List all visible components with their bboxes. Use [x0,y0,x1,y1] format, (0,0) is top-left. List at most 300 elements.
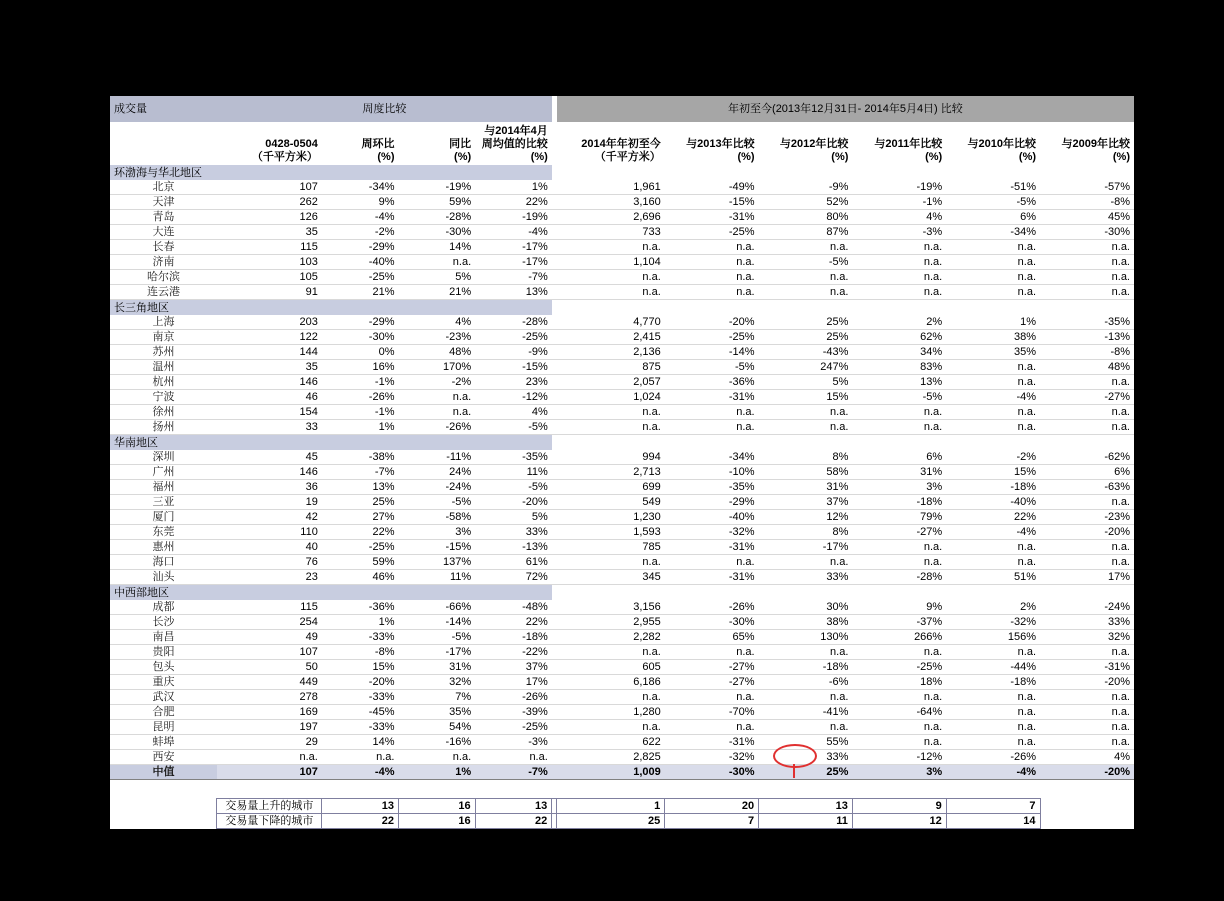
cell-ytd: n.a. [557,240,665,255]
cell-y2013: -70% [665,705,759,720]
cell-yoy: -19% [398,180,475,195]
city-name: 汕头 [110,570,217,585]
cell-y2011: 2% [852,315,946,330]
header-apr-compare [475,122,552,165]
cell-yoy: 4% [398,315,475,330]
header-2009-unit: (%) [1112,151,1130,163]
cell-y2010: n.a. [946,270,1040,285]
cell-y2010: n.a. [946,375,1040,390]
cell-apr: 17% [475,675,552,690]
cell-ytd: 3,160 [557,195,665,210]
city-name: 包头 [110,660,217,675]
header-2013 [665,122,759,165]
cell-yoy: 54% [398,720,475,735]
cell-wow: n.a. [322,750,399,765]
table-row [110,390,1134,405]
cell-wow: 59% [322,555,399,570]
header-column-row [110,122,1134,165]
header-2010-label: 与2010年比较 [967,138,1037,150]
cell-y2011: 62% [852,330,946,345]
cell-ytd: 2,415 [557,330,665,345]
cell-yoy: -23% [398,330,475,345]
cell-apr: 4% [475,405,552,420]
city-name: 福州 [110,480,217,495]
region-name: 中西部地区 [110,585,217,601]
cell-y2012: n.a. [759,690,853,705]
cell-y2013: n.a. [665,645,759,660]
table-row [110,630,1134,645]
cell-y2012: 37% [759,495,853,510]
cell-y2010: 22% [946,510,1040,525]
city-name: 武汉 [110,690,217,705]
cell-y2012: 5% [759,375,853,390]
cell-y2012: 80% [759,210,853,225]
cell-y2013: -27% [665,675,759,690]
table-row [110,465,1134,480]
cell-y2012: 130% [759,630,853,645]
summary-blank-right [1040,814,1134,829]
cell-week: 146 [217,465,322,480]
cell-wow: -8% [322,645,399,660]
cell-week: 146 [217,375,322,390]
cell-y2010: -4% [946,525,1040,540]
cell-ytd: 605 [557,660,665,675]
cell-yoy: -28% [398,210,475,225]
cell-yoy: 7% [398,690,475,705]
cell-y2011: 3% [852,480,946,495]
cell-y2013: -49% [665,180,759,195]
summary-down-label: 交易量下降的城市 [217,814,322,829]
cell-y2011: -64% [852,705,946,720]
table-row [110,240,1134,255]
cell-week: 126 [217,210,322,225]
cell-y2013: -36% [665,375,759,390]
cell-y2011: n.a. [852,555,946,570]
table-row [110,420,1134,435]
region-blank [217,300,552,316]
header-week-date [217,122,322,165]
cell-apr: 22% [475,615,552,630]
cell-week: 105 [217,270,322,285]
median-2012: 25% [759,765,853,780]
city-name: 东莞 [110,525,217,540]
city-name: 西安 [110,750,217,765]
cell-apr: -20% [475,495,552,510]
table-row [110,450,1134,465]
table-row [110,660,1134,675]
cell-apr: 5% [475,510,552,525]
cell-apr: 72% [475,570,552,585]
cell-wow: -29% [322,315,399,330]
cell-yoy: n.a. [398,390,475,405]
cell-y2012: 15% [759,390,853,405]
cell-y2010: 2% [946,600,1040,615]
cell-y2011: 13% [852,375,946,390]
header-group-row [110,96,1134,122]
table-row [110,330,1134,345]
cell-y2012: n.a. [759,555,853,570]
cell-wow: -2% [322,225,399,240]
cell-apr: -17% [475,255,552,270]
cell-week: 254 [217,615,322,630]
cell-y2011: -19% [852,180,946,195]
cell-ytd: n.a. [557,285,665,300]
cell-ytd: 994 [557,450,665,465]
cell-week: 35 [217,360,322,375]
cell-ytd: 1,024 [557,390,665,405]
cell-y2011: n.a. [852,240,946,255]
transaction-volume-table [110,96,1134,829]
cell-y2012: -18% [759,660,853,675]
table-row [110,720,1134,735]
cell-week: 35 [217,225,322,240]
cell-y2013: -31% [665,540,759,555]
summary-up-ytd: 1 [557,799,665,814]
cell-y2010: n.a. [946,255,1040,270]
cell-y2012: 33% [759,750,853,765]
cell-week: 115 [217,600,322,615]
city-name: 苏州 [110,345,217,360]
summary-up-week: 13 [322,799,399,814]
cell-apr: -48% [475,600,552,615]
cell-y2013: -27% [665,660,759,675]
table-row [110,180,1134,195]
city-name: 上海 [110,315,217,330]
summary-row-up [110,799,1134,814]
cell-week: 40 [217,540,322,555]
summary-blank-right [1040,799,1134,814]
cell-apr: -9% [475,345,552,360]
cell-y2012: n.a. [759,270,853,285]
cell-ytd: 2,713 [557,465,665,480]
cell-y2009: -35% [1040,315,1134,330]
cell-ytd: 622 [557,735,665,750]
cell-wow: -33% [322,720,399,735]
cell-wow: -34% [322,180,399,195]
city-name: 昆明 [110,720,217,735]
city-name: 温州 [110,360,217,375]
cell-y2013: n.a. [665,555,759,570]
city-name: 海口 [110,555,217,570]
cell-y2012: 55% [759,735,853,750]
table-row [110,750,1134,765]
city-name: 北京 [110,180,217,195]
median-yoy: 1% [398,765,475,780]
cell-ytd: 2,057 [557,375,665,390]
summary-blank-left [110,799,217,814]
cell-y2013: -31% [665,390,759,405]
cell-ytd: 2,282 [557,630,665,645]
cell-y2010: n.a. [946,405,1040,420]
region-blank [217,435,552,451]
cell-apr: -3% [475,735,552,750]
summary-down-yoy: 22 [475,814,552,829]
cell-y2010: n.a. [946,555,1040,570]
cell-y2010: 6% [946,210,1040,225]
city-name: 哈尔滨 [110,270,217,285]
cell-week: 76 [217,555,322,570]
cell-y2012: -41% [759,705,853,720]
cell-y2013: -31% [665,735,759,750]
cell-yoy: n.a. [398,750,475,765]
cell-week: 107 [217,180,322,195]
summary-down-2010: 14 [946,814,1040,829]
cell-y2011: 18% [852,675,946,690]
header-apr-line1: 与2014年4月 [484,125,548,137]
cell-ytd: 785 [557,540,665,555]
region-blank [217,165,552,180]
table-row [110,540,1134,555]
summary-up-yoy: 13 [475,799,552,814]
cell-y2009: n.a. [1040,405,1134,420]
table-row [110,360,1134,375]
cell-apr: -4% [475,225,552,240]
cell-y2010: n.a. [946,735,1040,750]
cell-y2012: -17% [759,540,853,555]
cell-y2013: -32% [665,525,759,540]
summary-up-label: 交易量上升的城市 [217,799,322,814]
cell-y2013: -10% [665,465,759,480]
cell-y2010: 51% [946,570,1040,585]
cell-yoy: -5% [398,495,475,510]
cell-y2009: n.a. [1040,240,1134,255]
cell-y2010: n.a. [946,285,1040,300]
table-row [110,315,1134,330]
header-apr-unit: (%) [530,151,548,163]
cell-apr: -19% [475,210,552,225]
header-2013-label: 与2013年比较 [686,138,755,150]
cell-y2009: -31% [1040,660,1134,675]
cell-y2011: -18% [852,495,946,510]
summary-blank-left [110,814,217,829]
cell-apr: 1% [475,180,552,195]
cell-y2012: 33% [759,570,853,585]
cell-wow: -45% [322,705,399,720]
cell-y2009: 17% [1040,570,1134,585]
city-name: 济南 [110,255,217,270]
cell-ytd: 1,961 [557,180,665,195]
city-name: 广州 [110,465,217,480]
cell-y2013: -5% [665,360,759,375]
cell-y2009: -20% [1040,675,1134,690]
cell-y2012: 25% [759,315,853,330]
cell-yoy: 31% [398,660,475,675]
table-row [110,615,1134,630]
cell-yoy: n.a. [398,255,475,270]
cell-week: 29 [217,735,322,750]
cell-y2012: n.a. [759,240,853,255]
cell-ytd: 2,136 [557,345,665,360]
cell-y2011: 4% [852,210,946,225]
cell-y2011: n.a. [852,540,946,555]
cell-y2009: -27% [1040,390,1134,405]
cell-yoy: 32% [398,675,475,690]
cell-y2009: -8% [1040,195,1134,210]
cell-y2009: n.a. [1040,270,1134,285]
cell-yoy: -11% [398,450,475,465]
cell-apr: 33% [475,525,552,540]
city-name: 深圳 [110,450,217,465]
region-blank [557,165,1134,180]
table-row [110,735,1134,750]
cell-y2011: -3% [852,225,946,240]
table-row [110,510,1134,525]
cell-y2013: n.a. [665,240,759,255]
cell-yoy: -16% [398,735,475,750]
cell-y2012: 25% [759,330,853,345]
summary-up-wow: 16 [398,799,475,814]
cell-ytd: 2,696 [557,210,665,225]
cell-apr: -13% [475,540,552,555]
cell-y2010: -18% [946,480,1040,495]
cell-y2013: n.a. [665,405,759,420]
cell-y2011: n.a. [852,255,946,270]
cell-y2012: 30% [759,600,853,615]
header-2010 [946,122,1040,165]
cell-y2013: -40% [665,510,759,525]
cell-y2009: n.a. [1040,720,1134,735]
header-yoy-unit: (%) [454,151,472,163]
cell-y2011: -1% [852,195,946,210]
cell-wow: 46% [322,570,399,585]
cell-wow: 9% [322,195,399,210]
header-wow-label: 周环比 [361,138,395,150]
cell-ytd: n.a. [557,420,665,435]
red-circle-tail [793,764,795,778]
cell-y2012: -5% [759,255,853,270]
cell-week: 122 [217,330,322,345]
table-row [110,480,1134,495]
summary-down-wow: 16 [398,814,475,829]
cell-y2009: -20% [1040,525,1134,540]
header-2013-unit: (%) [737,151,755,163]
cell-yoy: 170% [398,360,475,375]
header-week-date-label: 0428-0504 [265,138,318,150]
cell-y2010: n.a. [946,360,1040,375]
header-2009 [1040,122,1134,165]
cell-ytd: n.a. [557,720,665,735]
cell-apr: -26% [475,690,552,705]
cell-wow: 16% [322,360,399,375]
header-week-date-unit: （千平方米） [251,151,318,163]
cell-y2009: n.a. [1040,495,1134,510]
cell-ytd: 1,104 [557,255,665,270]
region-blank [217,585,552,601]
header-group-weekly: 周度比较 [217,96,552,122]
cell-y2012: -43% [759,345,853,360]
cell-apr: -15% [475,360,552,375]
city-name: 连云港 [110,285,217,300]
cell-y2012: 31% [759,480,853,495]
cell-y2010: 15% [946,465,1040,480]
cell-y2011: n.a. [852,735,946,750]
header-group-ytd: 年初至今(2013年12月31日- 2014年5月4日) 比较 [557,96,1134,122]
cell-y2011: 9% [852,600,946,615]
table-row [110,255,1134,270]
cell-y2010: 1% [946,315,1040,330]
cell-y2009: 32% [1040,630,1134,645]
header-2010-unit: (%) [1018,151,1037,163]
cell-yoy: 21% [398,285,475,300]
header-ytd-unit: （千平方米） [594,151,661,163]
cell-y2013: -31% [665,570,759,585]
cell-wow: -29% [322,240,399,255]
cell-y2013: -25% [665,225,759,240]
header-2012-unit: (%) [831,151,849,163]
cell-week: 110 [217,525,322,540]
table-row [110,285,1134,300]
city-name: 徐州 [110,405,217,420]
cell-y2010: -32% [946,615,1040,630]
cell-wow: -20% [322,675,399,690]
cell-ytd: 4,770 [557,315,665,330]
table-row [110,270,1134,285]
cell-wow: -25% [322,270,399,285]
table-row [110,570,1134,585]
cell-y2010: -44% [946,660,1040,675]
cell-apr: -22% [475,645,552,660]
city-name: 贵阳 [110,645,217,660]
cell-y2009: 48% [1040,360,1134,375]
cell-apr: -35% [475,450,552,465]
spreadsheet-sheet [110,96,1134,829]
cell-y2011: 6% [852,450,946,465]
cell-apr: n.a. [475,750,552,765]
region-name: 华南地区 [110,435,217,451]
cell-ytd: n.a. [557,555,665,570]
cell-week: 42 [217,510,322,525]
cell-y2011: -12% [852,750,946,765]
cell-y2013: n.a. [665,420,759,435]
cell-y2009: n.a. [1040,555,1134,570]
cell-yoy: -5% [398,630,475,645]
median-2010: -4% [946,765,1040,780]
city-name: 杭州 [110,375,217,390]
median-week: 107 [217,765,322,780]
header-2012-label: 与2012年比较 [779,138,849,150]
cell-week: 115 [217,240,322,255]
cell-apr: 13% [475,285,552,300]
cell-y2010: 38% [946,330,1040,345]
cell-yoy: 24% [398,465,475,480]
summary-up-2011: 9 [852,799,946,814]
cell-ytd: 875 [557,360,665,375]
cell-y2010: n.a. [946,720,1040,735]
cell-ytd: 345 [557,570,665,585]
cell-y2012: 58% [759,465,853,480]
header-blank-city [110,122,217,165]
cell-y2012: n.a. [759,420,853,435]
cell-week: 449 [217,675,322,690]
cell-y2012: 8% [759,450,853,465]
cell-y2011: 266% [852,630,946,645]
header-ytd-label: 2014年年初至今 [581,138,661,150]
spacer-row [110,780,1134,799]
cell-wow: 0% [322,345,399,360]
city-name: 宁波 [110,390,217,405]
cell-apr: -12% [475,390,552,405]
cell-y2009: n.a. [1040,735,1134,750]
cell-week: 103 [217,255,322,270]
summary-row-down [110,814,1134,829]
cell-apr: -25% [475,330,552,345]
cell-ytd: n.a. [557,405,665,420]
cell-week: 262 [217,195,322,210]
cell-wow: -36% [322,600,399,615]
median-2009: -20% [1040,765,1134,780]
cell-y2013: n.a. [665,285,759,300]
cell-y2012: -9% [759,180,853,195]
